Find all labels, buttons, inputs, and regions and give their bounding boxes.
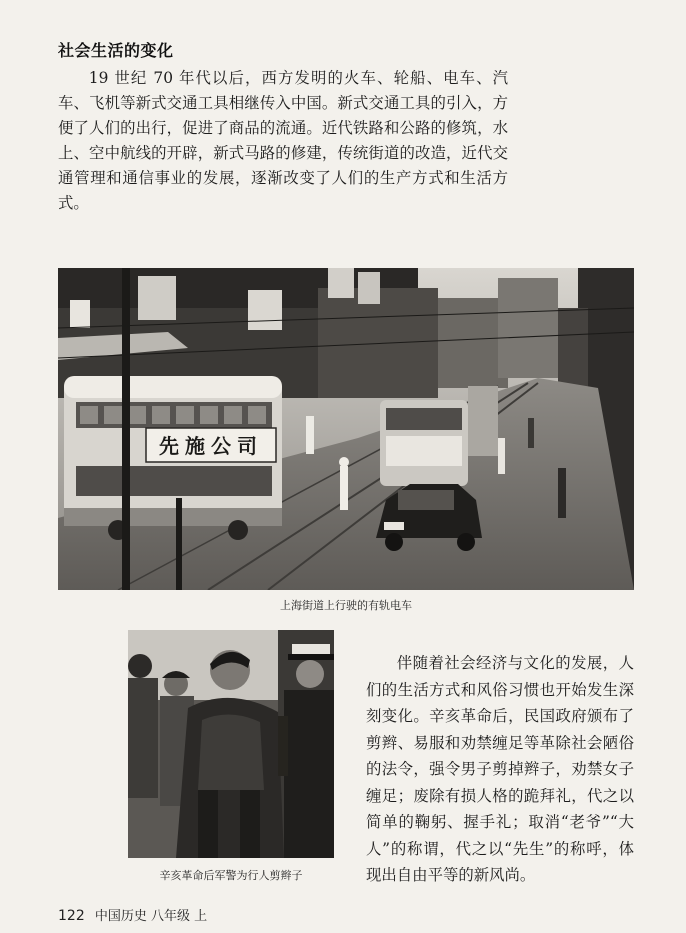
page-number: 122 (58, 908, 85, 924)
page-footer (58, 905, 207, 924)
queue-cutting-photo (128, 630, 334, 858)
shanghai-tram-photo (58, 268, 634, 590)
street-photo-caption: 上海街道上行驶的有轨电车 (280, 599, 412, 612)
section-heading: 社会生活的变化 (58, 41, 174, 60)
side-paragraph: 伴随着社会经济与文化的发展，人们的生活方式和风俗习惯也开始发生深刻变化。辛亥革命后，民国政府颁布了剪辫、易服和劝禁缠足等革除社会陋俗的法令，强令男子剪掉辫子，劝禁女子缠足；废除有损人格的跪拜礼，代之以简单的鞠躬、握手礼；取消“老爷”“大人”的称谓，代之以“先生”的称呼，体现出自由平等的新风尚。 (366, 654, 634, 884)
tram-sign-text: 先施公司 (159, 434, 263, 458)
queue-photo-caption: 辛亥革命后军警为行人剪辫子 (159, 869, 303, 882)
book-title: 中国历史 八年级 上 (94, 909, 208, 924)
intro-paragraph: 19 世纪 70 年代以后，西方发明的火车、轮船、电车、汽车、飞机等新式交通工具相继传入中国。新式交通工具的引入，方便了人们的出行，促进了商品的流通。近代铁路和公路的修筑，水上、空中航线的开辟，新式马路的修建，传统街道的改造，近代交通管理和通信事业的发展，逐渐改变了人们的生产方式和生活方式。 (58, 69, 508, 212)
